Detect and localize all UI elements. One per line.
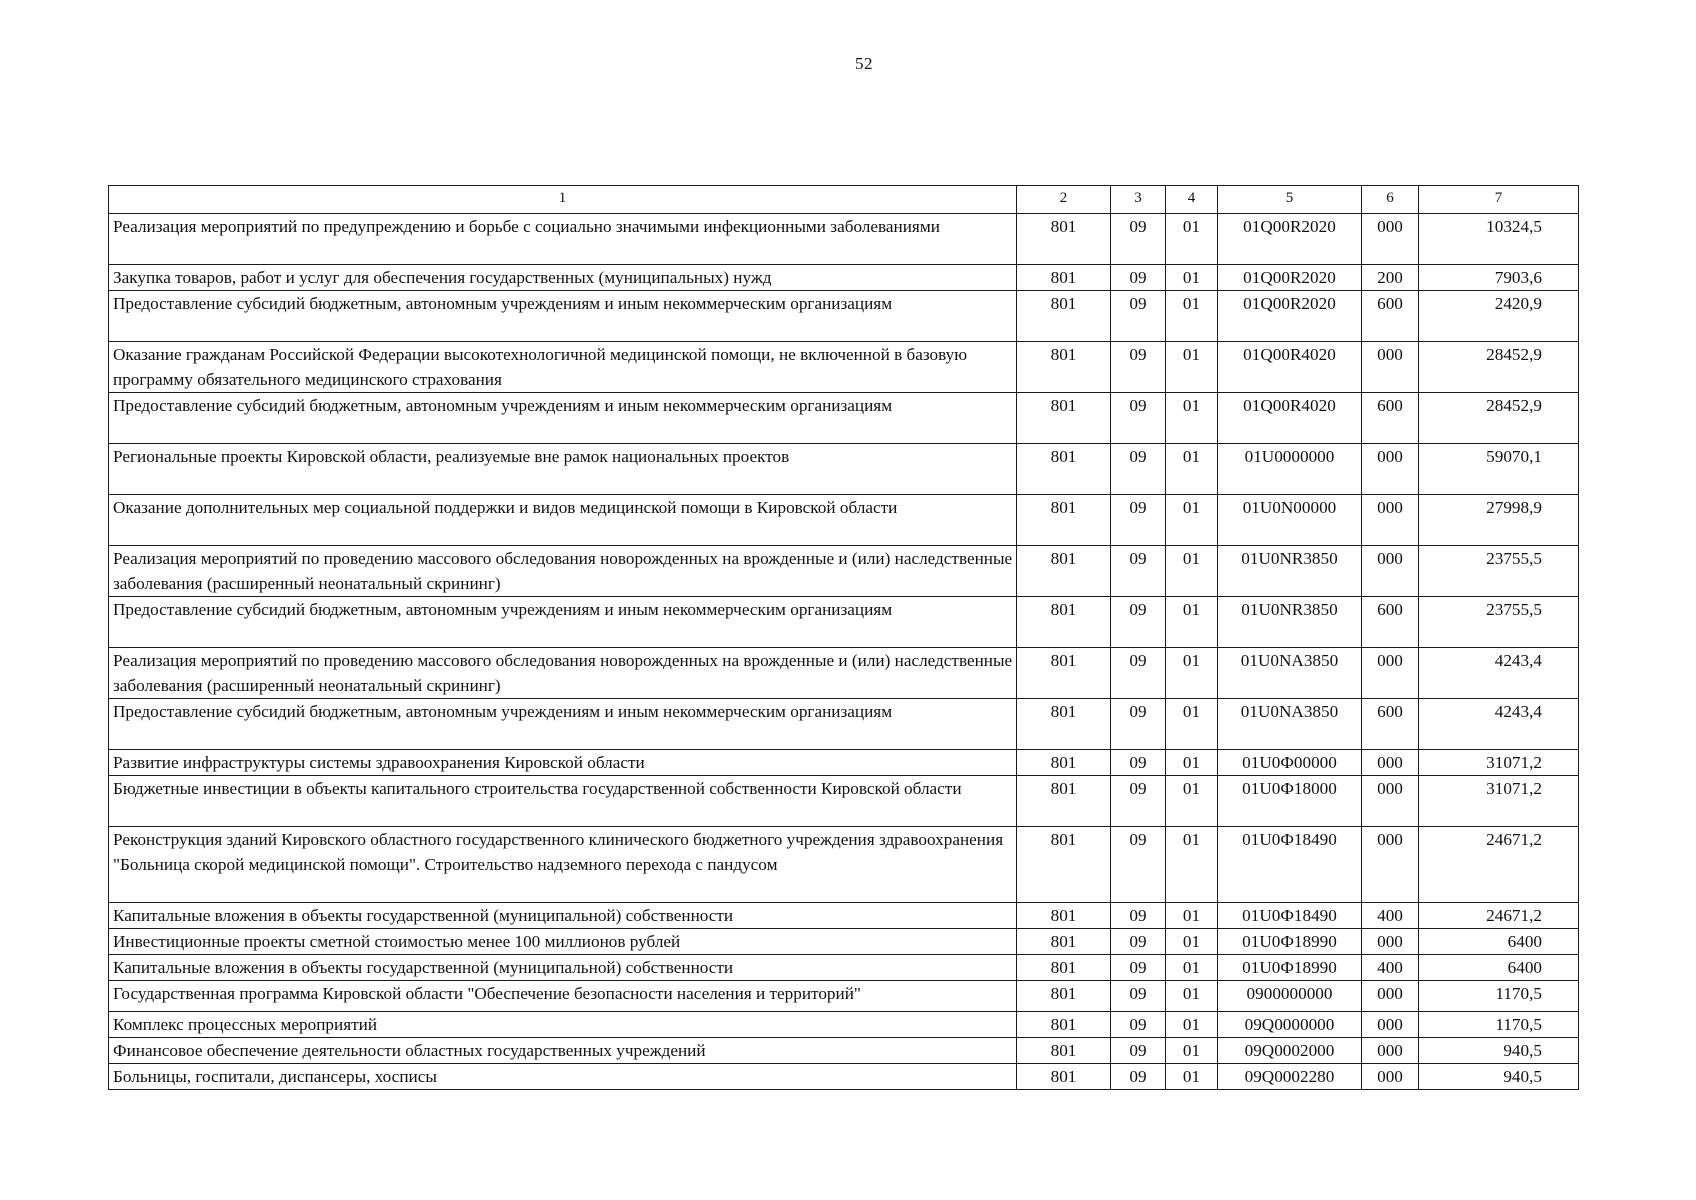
row-code-cell: 801 — [1017, 393, 1111, 444]
row-amount-cell: 59070,1 — [1419, 444, 1579, 495]
row-code-cell: 801 — [1017, 1012, 1111, 1038]
row-code-cell: 801 — [1017, 597, 1111, 648]
row-amount-cell: 6400 — [1419, 929, 1579, 955]
row-subsection-cell: 01 — [1166, 929, 1218, 955]
row-target-code-cell: 01U0Ф18000 — [1218, 776, 1362, 827]
table-row — [109, 903, 1579, 929]
row-name-cell: Развитие инфраструктуры системы здравоохранения Кировской области — [109, 750, 1017, 776]
row-subsection-cell: 01 — [1166, 955, 1218, 981]
row-code-cell: 801 — [1017, 776, 1111, 827]
row-code-cell: 801 — [1017, 214, 1111, 265]
row-code-cell: 801 — [1017, 981, 1111, 1012]
row-target-code-cell: 01Q00R2020 — [1218, 291, 1362, 342]
row-target-code-cell: 01U0Ф00000 — [1218, 750, 1362, 776]
row-subsection-cell: 01 — [1166, 597, 1218, 648]
row-expense-type-cell: 000 — [1362, 776, 1419, 827]
row-amount-cell: 27998,9 — [1419, 495, 1579, 546]
row-code-cell: 801 — [1017, 1038, 1111, 1064]
header-cell-3: 3 — [1111, 186, 1166, 214]
row-section-cell: 09 — [1111, 776, 1166, 827]
row-code-cell: 801 — [1017, 546, 1111, 597]
row-section-cell: 09 — [1111, 597, 1166, 648]
row-target-code-cell: 01U0000000 — [1218, 444, 1362, 495]
row-name-cell: Инвестиционные проекты сметной стоимостью менее 100 миллионов рублей — [109, 929, 1017, 955]
row-expense-type-cell: 600 — [1362, 291, 1419, 342]
row-section-cell: 09 — [1111, 495, 1166, 546]
table-row — [109, 648, 1579, 699]
row-amount-cell: 1170,5 — [1419, 981, 1579, 1012]
table-row — [109, 444, 1579, 495]
row-subsection-cell: 01 — [1166, 546, 1218, 597]
header-cell-5: 5 — [1218, 186, 1362, 214]
row-name-cell: Оказание гражданам Российской Федерации высокотехнологичной медицинской помощи, не включенной в базовую программу обязательного медицинского страхования — [109, 342, 1017, 393]
row-code-cell: 801 — [1017, 1064, 1111, 1090]
row-name-cell: Предоставление субсидий бюджетным, автономным учреждениям и иным некоммерческим организациям — [109, 699, 1017, 750]
row-section-cell: 09 — [1111, 981, 1166, 1012]
row-expense-type-cell: 000 — [1362, 1038, 1419, 1064]
row-expense-type-cell: 000 — [1362, 1012, 1419, 1038]
row-section-cell: 09 — [1111, 827, 1166, 903]
header-cell-6: 6 — [1362, 186, 1419, 214]
row-subsection-cell: 01 — [1166, 342, 1218, 393]
row-code-cell: 801 — [1017, 291, 1111, 342]
row-name-cell: Предоставление субсидий бюджетным, автономным учреждениям и иным некоммерческим организациям — [109, 291, 1017, 342]
row-expense-type-cell: 000 — [1362, 981, 1419, 1012]
row-expense-type-cell: 600 — [1362, 597, 1419, 648]
row-expense-type-cell: 000 — [1362, 929, 1419, 955]
row-amount-cell: 940,5 — [1419, 1038, 1579, 1064]
row-name-cell: Больницы, госпитали, диспансеры, хосписы — [109, 1064, 1017, 1090]
row-subsection-cell: 01 — [1166, 776, 1218, 827]
row-name-cell: Предоставление субсидий бюджетным, автономным учреждениям и иным некоммерческим организациям — [109, 393, 1017, 444]
row-code-cell: 801 — [1017, 903, 1111, 929]
table-row — [109, 981, 1579, 1012]
row-code-cell: 801 — [1017, 827, 1111, 903]
page-number: 52 — [855, 54, 873, 73]
table-row — [109, 214, 1579, 265]
header-cell-2: 2 — [1017, 186, 1111, 214]
table-row — [109, 699, 1579, 750]
table-row — [109, 546, 1579, 597]
row-expense-type-cell: 000 — [1362, 495, 1419, 546]
row-target-code-cell: 01U0Ф18990 — [1218, 929, 1362, 955]
table-body — [109, 214, 1579, 1090]
row-amount-cell: 7903,6 — [1419, 265, 1579, 291]
row-name-cell: Реализация мероприятий по проведению массового обследования новорожденных на врожденные и (или) наследственные заболевания (расширенный неонатальный скрининг) — [109, 546, 1017, 597]
row-section-cell: 09 — [1111, 214, 1166, 265]
row-expense-type-cell: 200 — [1362, 265, 1419, 291]
row-subsection-cell: 01 — [1166, 265, 1218, 291]
row-subsection-cell: 01 — [1166, 214, 1218, 265]
row-expense-type-cell: 000 — [1362, 444, 1419, 495]
row-subsection-cell: 01 — [1166, 1012, 1218, 1038]
row-expense-type-cell: 000 — [1362, 1064, 1419, 1090]
row-section-cell: 09 — [1111, 342, 1166, 393]
table-row — [109, 1038, 1579, 1064]
row-subsection-cell: 01 — [1166, 903, 1218, 929]
row-target-code-cell: 01Q00R2020 — [1218, 265, 1362, 291]
row-section-cell: 09 — [1111, 699, 1166, 750]
table-row — [109, 597, 1579, 648]
row-subsection-cell: 01 — [1166, 827, 1218, 903]
row-code-cell: 801 — [1017, 750, 1111, 776]
row-name-cell: Капитальные вложения в объекты государственной (муниципальной) собственности — [109, 955, 1017, 981]
table-row — [109, 342, 1579, 393]
row-target-code-cell: 01U0NA3850 — [1218, 699, 1362, 750]
row-expense-type-cell: 400 — [1362, 955, 1419, 981]
table-row — [109, 750, 1579, 776]
row-expense-type-cell: 400 — [1362, 903, 1419, 929]
table-row — [109, 393, 1579, 444]
row-subsection-cell: 01 — [1166, 1064, 1218, 1090]
row-name-cell: Финансовое обеспечение деятельности областных государственных учреждений — [109, 1038, 1017, 1064]
row-target-code-cell: 01U0NA3850 — [1218, 648, 1362, 699]
row-section-cell: 09 — [1111, 291, 1166, 342]
row-target-code-cell: 01U0NR3850 — [1218, 597, 1362, 648]
row-expense-type-cell: 000 — [1362, 214, 1419, 265]
table-row — [109, 827, 1579, 903]
row-name-cell: Капитальные вложения в объекты государственной (муниципальной) собственности — [109, 903, 1017, 929]
row-code-cell: 801 — [1017, 699, 1111, 750]
row-amount-cell: 4243,4 — [1419, 699, 1579, 750]
row-target-code-cell: 01Q00R2020 — [1218, 214, 1362, 265]
row-target-code-cell: 01Q00R4020 — [1218, 393, 1362, 444]
row-section-cell: 09 — [1111, 750, 1166, 776]
row-code-cell: 801 — [1017, 929, 1111, 955]
row-section-cell: 09 — [1111, 1038, 1166, 1064]
row-amount-cell: 28452,9 — [1419, 393, 1579, 444]
row-name-cell: Закупка товаров, работ и услуг для обеспечения государственных (муниципальных) нужд — [109, 265, 1017, 291]
row-name-cell: Реконструкция зданий Кировского областного государственного клинического бюджетного учреждения здравоохранения "Больница скорой медицинской помощи". Строительство надземного перехода с пандусом — [109, 827, 1017, 903]
row-section-cell: 09 — [1111, 1064, 1166, 1090]
row-name-cell: Бюджетные инвестиции в объекты капитального строительства государственной собственности Кировской области — [109, 776, 1017, 827]
row-expense-type-cell: 600 — [1362, 393, 1419, 444]
row-amount-cell: 23755,5 — [1419, 546, 1579, 597]
table-row — [109, 955, 1579, 981]
row-amount-cell: 2420,9 — [1419, 291, 1579, 342]
row-section-cell: 09 — [1111, 929, 1166, 955]
row-section-cell: 09 — [1111, 393, 1166, 444]
row-code-cell: 801 — [1017, 495, 1111, 546]
row-amount-cell: 23755,5 — [1419, 597, 1579, 648]
row-subsection-cell: 01 — [1166, 393, 1218, 444]
row-amount-cell: 6400 — [1419, 955, 1579, 981]
row-section-cell: 09 — [1111, 1012, 1166, 1038]
row-code-cell: 801 — [1017, 648, 1111, 699]
row-target-code-cell: 09Q0000000 — [1218, 1012, 1362, 1038]
row-amount-cell: 31071,2 — [1419, 776, 1579, 827]
row-amount-cell: 24671,2 — [1419, 903, 1579, 929]
row-amount-cell: 10324,5 — [1419, 214, 1579, 265]
row-target-code-cell: 0900000000 — [1218, 981, 1362, 1012]
header-row — [109, 186, 1579, 214]
budget-table — [108, 185, 1579, 1090]
header-cell-4: 4 — [1166, 186, 1218, 214]
row-target-code-cell: 01U0Ф18490 — [1218, 903, 1362, 929]
row-target-code-cell: 09Q0002280 — [1218, 1064, 1362, 1090]
row-subsection-cell: 01 — [1166, 648, 1218, 699]
row-subsection-cell: 01 — [1166, 291, 1218, 342]
row-amount-cell: 24671,2 — [1419, 827, 1579, 903]
table-row — [109, 1064, 1579, 1090]
table-row — [109, 495, 1579, 546]
row-code-cell: 801 — [1017, 444, 1111, 495]
table-row — [109, 1012, 1579, 1038]
row-expense-type-cell: 000 — [1362, 827, 1419, 903]
row-subsection-cell: 01 — [1166, 750, 1218, 776]
row-target-code-cell: 01U0N00000 — [1218, 495, 1362, 546]
row-section-cell: 09 — [1111, 903, 1166, 929]
row-subsection-cell: 01 — [1166, 1038, 1218, 1064]
row-expense-type-cell: 000 — [1362, 648, 1419, 699]
row-name-cell: Оказание дополнительных мер социальной поддержки и видов медицинской помощи в Кировской области — [109, 495, 1017, 546]
header-cell-1: 1 — [109, 186, 1017, 214]
row-expense-type-cell: 000 — [1362, 750, 1419, 776]
row-code-cell: 801 — [1017, 265, 1111, 291]
row-name-cell: Комплекс процессных мероприятий — [109, 1012, 1017, 1038]
row-section-cell: 09 — [1111, 444, 1166, 495]
row-name-cell: Государственная программа Кировской области "Обеспечение безопасности населения и территорий" — [109, 981, 1017, 1012]
table-row — [109, 776, 1579, 827]
row-target-code-cell: 01U0NR3850 — [1218, 546, 1362, 597]
row-code-cell: 801 — [1017, 955, 1111, 981]
row-subsection-cell: 01 — [1166, 699, 1218, 750]
row-target-code-cell: 01U0Ф18490 — [1218, 827, 1362, 903]
row-amount-cell: 940,5 — [1419, 1064, 1579, 1090]
header-cell-7: 7 — [1419, 186, 1579, 214]
row-name-cell: Реализация мероприятий по предупреждению и борьбе с социально значимыми инфекционными заболеваниями — [109, 214, 1017, 265]
row-target-code-cell: 01U0Ф18990 — [1218, 955, 1362, 981]
row-subsection-cell: 01 — [1166, 444, 1218, 495]
row-name-cell: Предоставление субсидий бюджетным, автономным учреждениям и иным некоммерческим организациям — [109, 597, 1017, 648]
row-subsection-cell: 01 — [1166, 495, 1218, 546]
row-code-cell: 801 — [1017, 342, 1111, 393]
row-name-cell: Региональные проекты Кировской области, реализуемые вне рамок национальных проектов — [109, 444, 1017, 495]
row-expense-type-cell: 000 — [1362, 342, 1419, 393]
table-row — [109, 291, 1579, 342]
row-amount-cell: 4243,4 — [1419, 648, 1579, 699]
row-expense-type-cell: 000 — [1362, 546, 1419, 597]
table-row — [109, 929, 1579, 955]
row-amount-cell: 1170,5 — [1419, 1012, 1579, 1038]
row-section-cell: 09 — [1111, 265, 1166, 291]
row-target-code-cell: 09Q0002000 — [1218, 1038, 1362, 1064]
row-section-cell: 09 — [1111, 546, 1166, 597]
row-subsection-cell: 01 — [1166, 981, 1218, 1012]
row-section-cell: 09 — [1111, 955, 1166, 981]
table-row — [109, 265, 1579, 291]
row-amount-cell: 28452,9 — [1419, 342, 1579, 393]
row-amount-cell: 31071,2 — [1419, 750, 1579, 776]
row-target-code-cell: 01Q00R4020 — [1218, 342, 1362, 393]
row-section-cell: 09 — [1111, 648, 1166, 699]
row-expense-type-cell: 600 — [1362, 699, 1419, 750]
row-name-cell: Реализация мероприятий по проведению массового обследования новорожденных на врожденные и (или) наследственные заболевания (расширенный неонатальный скрининг) — [109, 648, 1017, 699]
